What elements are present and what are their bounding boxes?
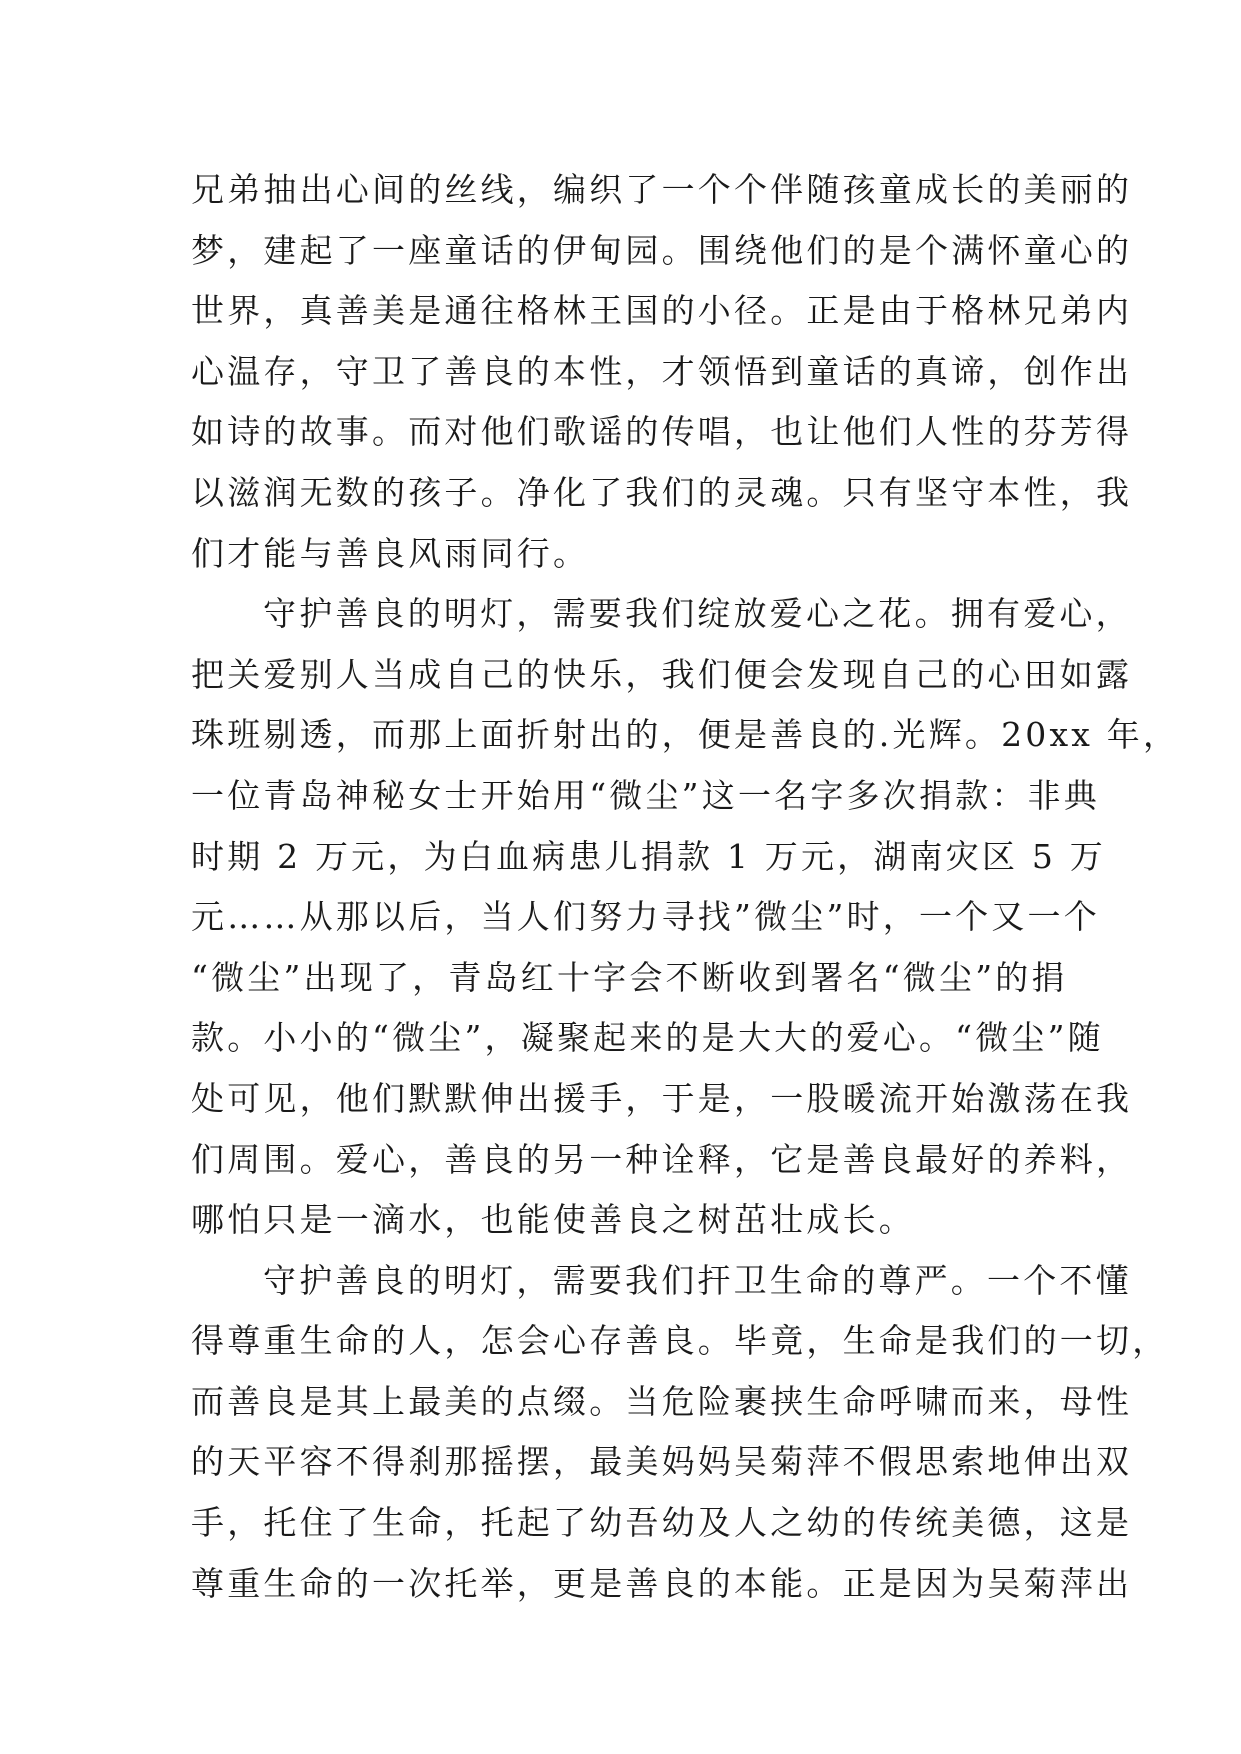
text-line: 们周围。爱心，善良的另一种诠释，它是善良最好的养料，: [191, 1139, 1133, 1179]
text-line: 把关爱别人当成自己的快乐，我们便会发现自己的心田如露: [191, 654, 1133, 694]
text-line: 得尊重生命的人，怎会心存善良。毕竟，生命是我们的一切，: [191, 1321, 1169, 1361]
text-line: 心温存，守卫了善良的本性，才领悟到童话的真谛，创作出: [191, 351, 1133, 391]
paragraph-2: [191, 584, 1180, 1251]
text-line: 哪怕只是一滴水，也能使善良之树茁壮成长。: [191, 1200, 915, 1240]
text-line: 的天平容不得刹那摇摆，最美妈妈吴菊萍不假思索地伸出双: [191, 1442, 1133, 1482]
text-line: 而善良是其上最美的点缀。当危险裹挟生命呼啸而来，母性: [191, 1381, 1133, 1421]
text-line: 时期 2 万元，为白血病患儿捐款 1 万元，湖南灾区 5 万: [191, 836, 1106, 876]
text-line: 兄弟抽出心间的丝线，编织了一个个伴随孩童成长的美丽的: [191, 170, 1133, 209]
text-line: 世界，真善美是通往格林王国的小径。正是由于格林兄弟内: [191, 291, 1133, 331]
text-line: 以滋润无数的孩子。净化了我们的灵魂。只有坚守本性，我: [191, 472, 1133, 512]
text-line: 元……从那以后，当人们努力寻找”微尘”时，一个又一个: [191, 897, 1100, 937]
text-line-indented: 守护善良的明灯，需要我们扞卫生命的尊严。一个不懂: [263, 1260, 1132, 1300]
text-line: 手，托住了生命，托起了幼吾幼及人之幼的传统美德，这是: [191, 1503, 1133, 1543]
text-line: 款。小小的“微尘”，凝聚起来的是大大的爱心。“微尘”随: [191, 1018, 1104, 1058]
text-line: 一位青岛神秘女士开始用“微尘”这一名字多次捐款：非典: [191, 775, 1100, 815]
paragraph-1: [191, 160, 1133, 584]
text-line: 珠班剔透，而那上面折射出的，便是善良的.光辉。20xx 年，: [191, 715, 1180, 755]
document-body: [191, 160, 1180, 1614]
paragraph-3: [191, 1251, 1169, 1615]
text-line: 们才能与善良风雨同行。: [191, 533, 590, 573]
text-line: 处可见，他们默默伸出援手，于是，一股暖流开始激荡在我: [191, 1078, 1133, 1118]
text-line: “微尘”出现了，青岛红十字会不断收到署名“微尘”的捐: [191, 957, 1068, 997]
text-line-indented: 守护善良的明灯，需要我们绽放爱心之花。拥有爱心，: [263, 594, 1132, 634]
text-line: 梦，建起了一座童话的伊甸园。围绕他们的是个满怀童心的: [191, 230, 1133, 270]
text-line: 尊重生命的一次托举，更是善良的本能。正是因为吴菊萍出: [191, 1563, 1133, 1603]
text-line: 如诗的故事。而对他们歌谣的传唱，也让他们人性的芬芳得: [191, 412, 1133, 452]
